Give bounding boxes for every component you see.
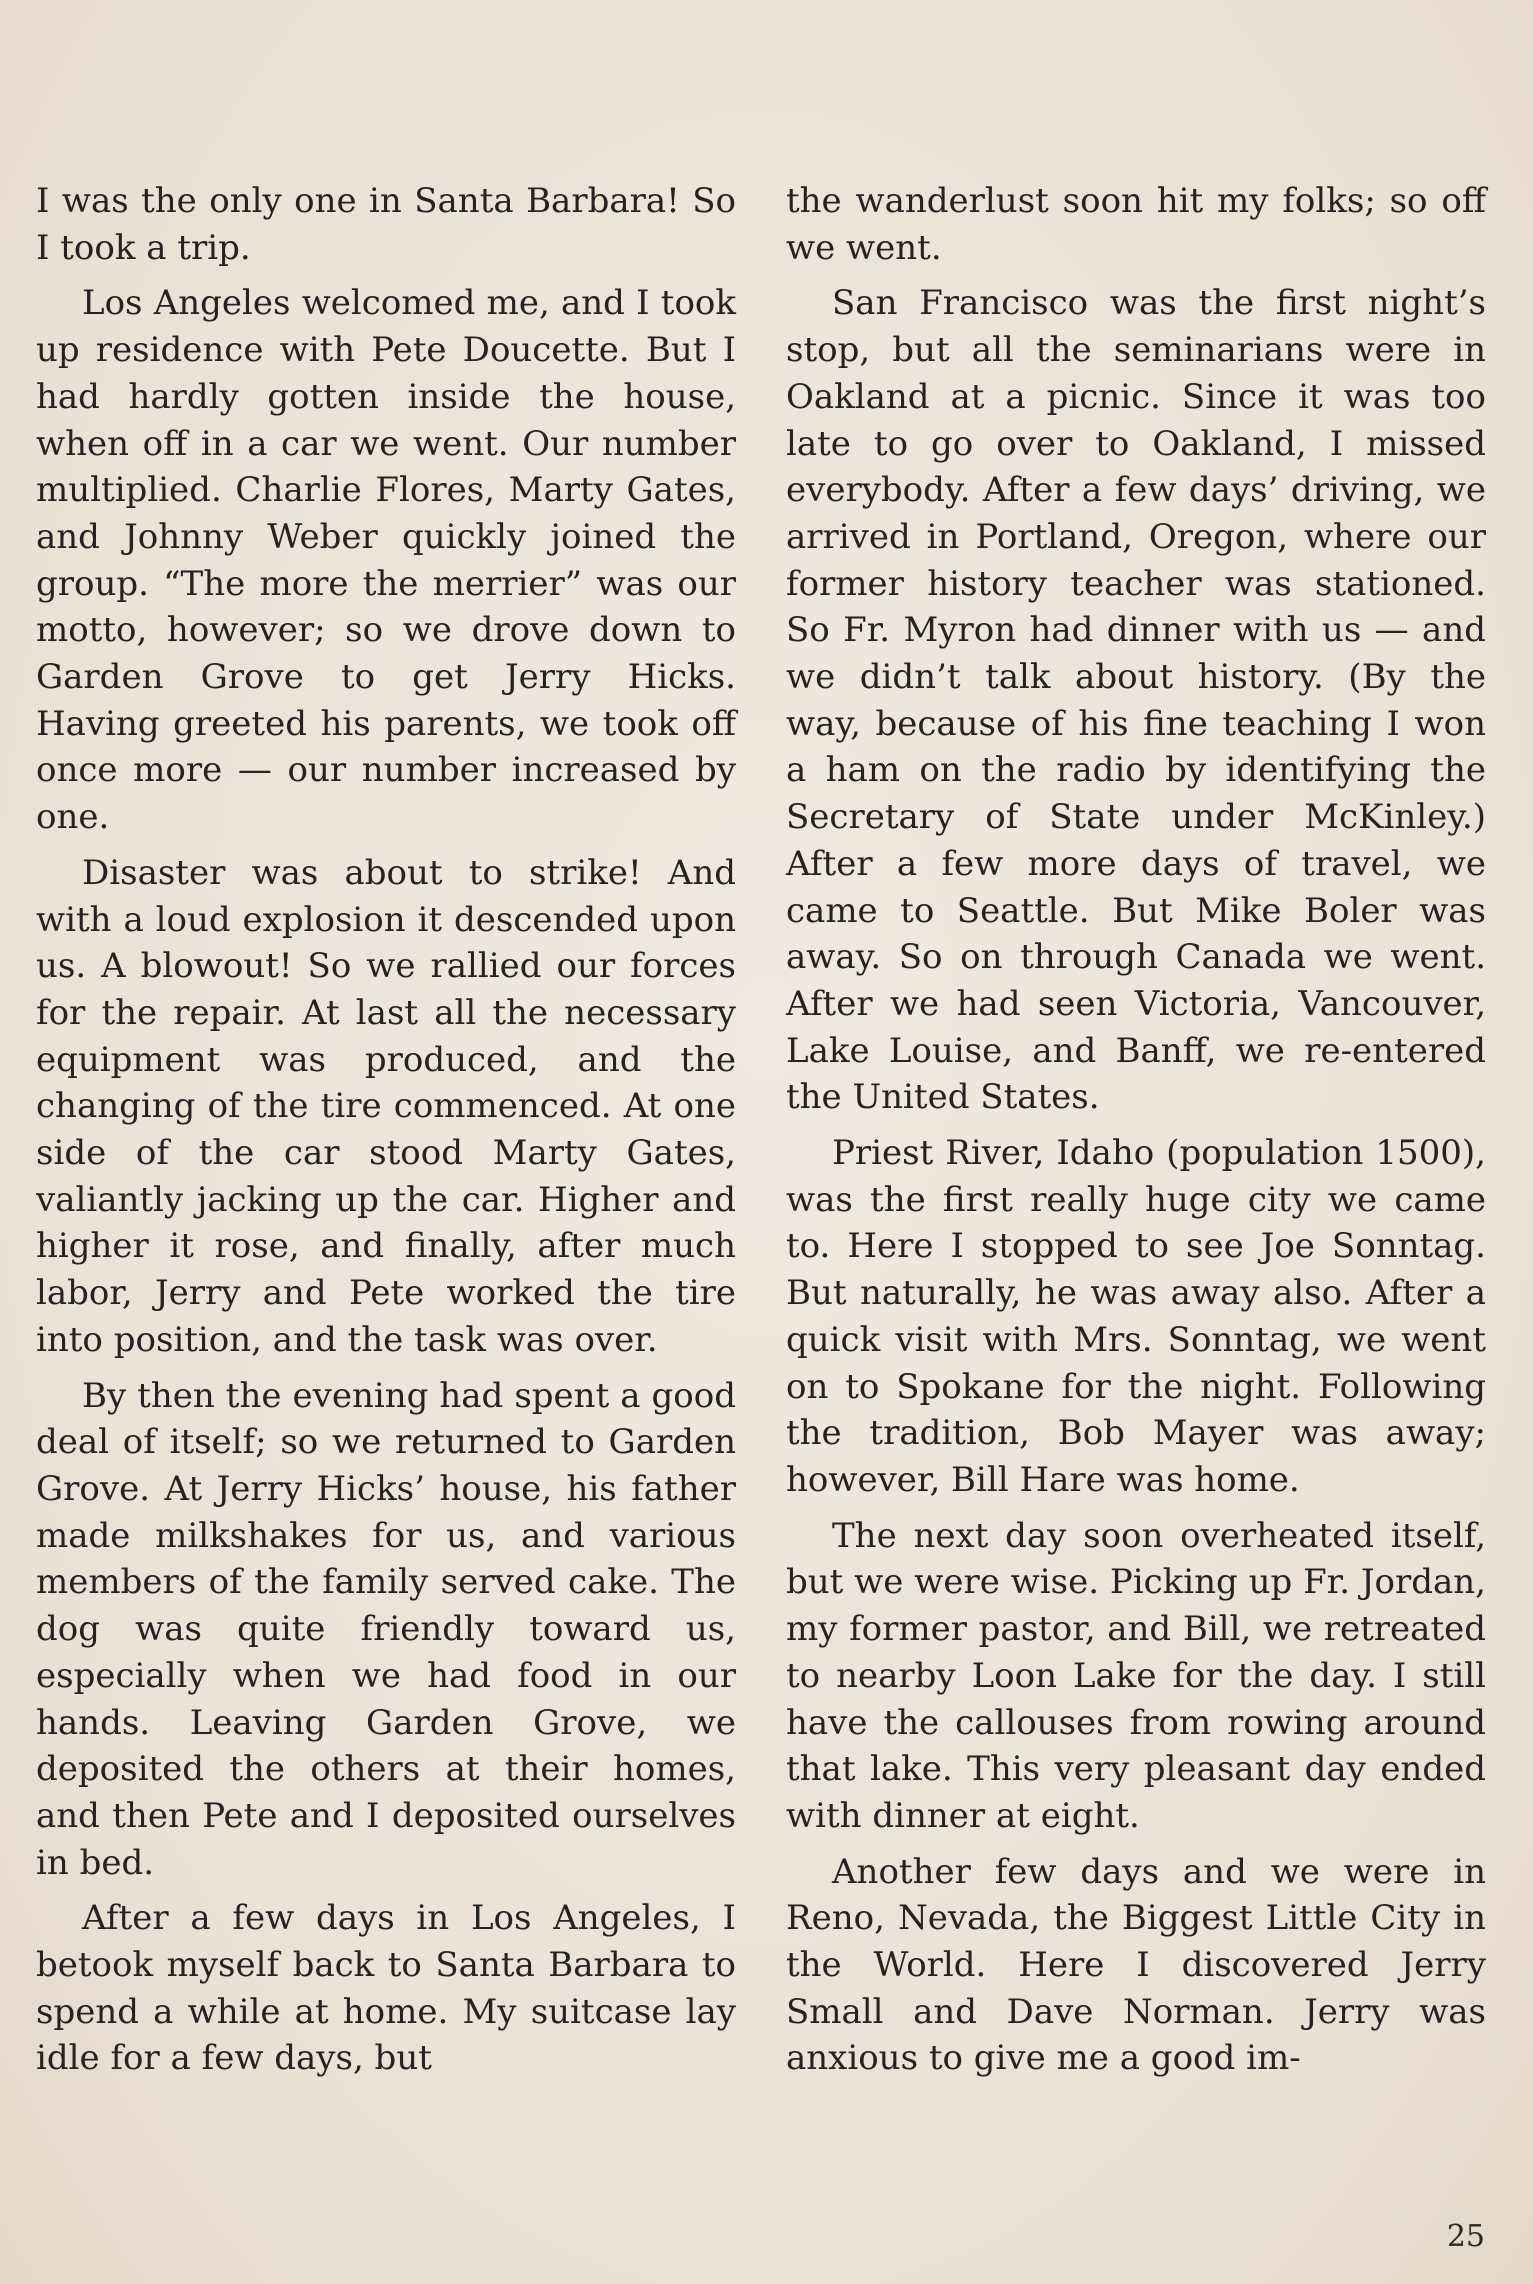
paragraph: Los Angeles welcomed me, and I took up residence with Pete Doucette. But I had hardly gotten inside the house, when off in a car we went. Our number multiplied. Charlie Flores, Marty Gates, and Johnny Weber quickly joined the group. “The more the merrier” was our motto, however; so we drove down to Garden Grove to get Jerry Hicks. Having greeted his parents, we took off once more — our number increased by one.: [36, 283, 736, 838]
paragraph: After a few days in Los Angeles, I betook myself back to Santa Barbara to spend a while at home. My suitcase lay idle for a few days, but: [36, 1898, 736, 2079]
paragraph: Another few days and we were in Reno, Nevada, the Biggest Little City in the World. Here I discovered Jerry Small and Dave Norman. Jerry was anxious to give me a good im-: [786, 1851, 1486, 2079]
paragraph: the wanderlust soon hit my folks; so off we went.: [786, 181, 1486, 268]
paragraph: San Francisco was the first night’s stop, but all the seminarians were in Oakland at a picnic. Since it was too late to go over to Oakland, I missed everybody. After a few days’ driving, we arrived in Portland, Oregon, where our former history teacher was stationed. So Fr. Myron had dinner with us — and we didn’t talk about history. (By the way, because of his fine teaching I won a ham on the radio by identifying the Secretary of State under McKinley.) After a few more days of travel, we came to Seattle. But Mike Boler was away. So on through Canada we went. After we had seen Victoria, Vancouver, Lake Louise, and Banff, we re-entered the United States.: [786, 283, 1486, 1118]
paragraph: I was the only one in Santa Barbara! So I took a trip.: [36, 181, 736, 268]
right-column: [786, 178, 1486, 2091]
paragraph: By then the evening had spent a good deal of itself; so we returned to Garden Grove. At Jerry Hicks’ house, his father made milkshakes for us, and various members of the family served cake. The dog was quite friendly toward us, especially when we had food in our hands. Leaving Garden Grove, we deposited the others at their homes, and then Pete and I deposited ourselves in bed.: [36, 1375, 736, 1883]
paragraph: The next day soon overheated itself, but we were wise. Picking up Fr. Jordan, my former pastor, and Bill, we retreated to nearby Loon Lake for the day. I still have the callouses from rowing around that lake. This very pleasant day ended with dinner at eight.: [786, 1515, 1486, 1836]
left-column: [36, 178, 736, 2091]
paragraph: Priest River, Idaho (population 1500), was the first really huge city we came to. Here I stopped to see Joe Sonntag. But naturally, he was away also. After a quick visit with Mrs. Sonntag, we went on to Spokane for the night. Following the tradition, Bob Mayer was away; however, Bill Hare was home.: [786, 1133, 1486, 1500]
page-number: 25: [1446, 2219, 1485, 2254]
paragraph: Disaster was about to strike! And with a loud explosion it descended upon us. A blowout! So we rallied our forces for the repair. At last all the necessary equipment was produced, and the changing of the tire commenced. At one side of the car stood Marty Gates, valiantly jacking up the car. Higher and higher it rose, and finally, after much labor, Jerry and Pete worked the tire into position, and the task was over.: [36, 852, 736, 1360]
